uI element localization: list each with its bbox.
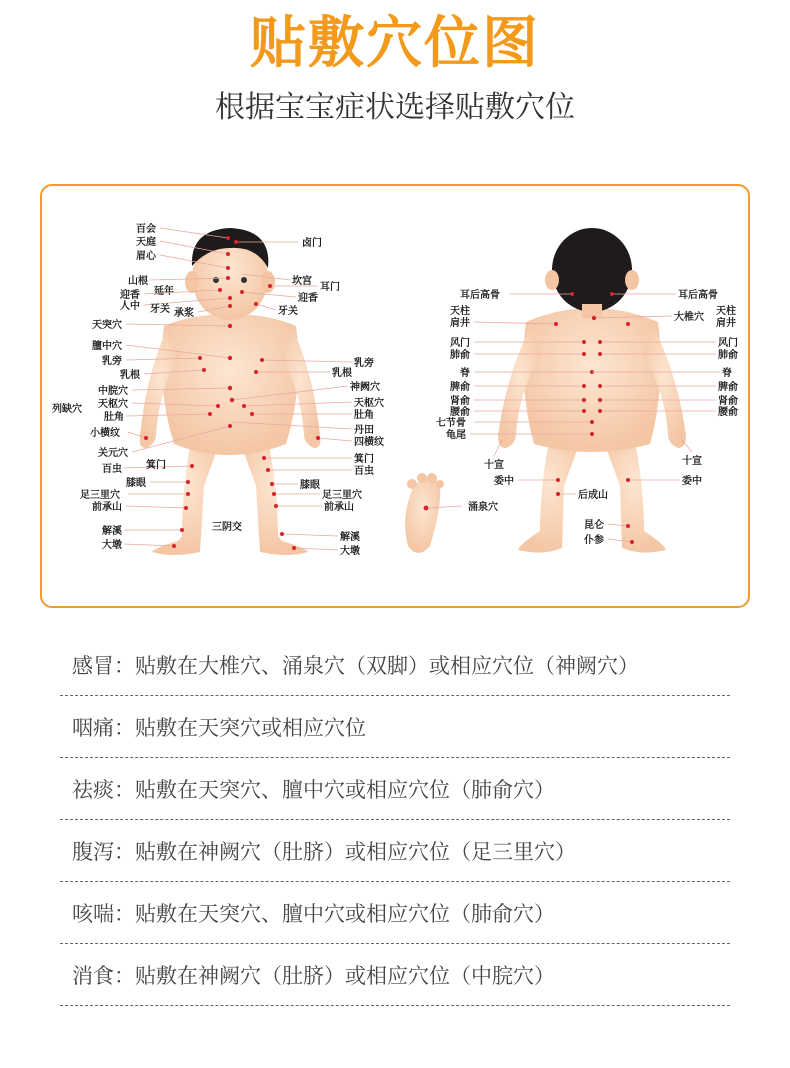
label-xinmen: 卤门 — [302, 238, 322, 249]
label-tanzhong: 膻中穴 — [92, 341, 122, 352]
label-xiaohengwen: 小横纹 — [90, 428, 120, 439]
tip-diarrhea: 腹泻：贴敷在神阙穴（肚脐）或相应穴位（足三里穴） — [60, 820, 730, 882]
label-rugen-left: 乳根 — [120, 370, 140, 381]
label-baichong-left: 百虫 — [102, 464, 122, 475]
label-ji-left: 脊 — [460, 368, 470, 379]
label-kangong: 坎宫 — [292, 276, 312, 287]
label-sanyinjiao: 三阴交 — [212, 522, 242, 533]
acupoint-chart — [40, 184, 750, 608]
label-tianting: 天庭 — [136, 237, 156, 248]
label-qijiegu: 七节骨 — [436, 418, 466, 429]
label-baichong-right: 百虫 — [354, 466, 374, 477]
label-baihui: 百会 — [136, 224, 156, 235]
label-shenshu-right: 肾俞 — [718, 396, 738, 407]
label-dadun-left: 大墩 — [102, 540, 122, 551]
label-qianchengshan-left: 前承山 — [92, 502, 122, 513]
label-kunlun: 昆仑 — [584, 520, 604, 531]
label-dujiao-left: 肚角 — [104, 412, 124, 423]
page-subtitle: 根据宝宝症状选择贴敷穴位 — [215, 90, 575, 125]
label-zusanli-right: 足三里穴 — [322, 490, 362, 501]
label-jiexi-right: 解溪 — [340, 532, 360, 543]
foot-sole-figure — [405, 473, 498, 553]
label-yaoshu-right: 腰俞 — [718, 407, 738, 418]
tip-sore-throat: 咽痛：贴敷在天突穴或相应穴位 — [60, 696, 730, 758]
label-shenshu-left: 肾俞 — [450, 396, 470, 407]
label-qianchengshan-right: 前承山 — [324, 502, 354, 513]
label-guiwei: 龟尾 — [446, 430, 466, 441]
label-fengmen-right: 风门 — [718, 338, 738, 349]
label-xiyan-left: 膝眼 — [126, 478, 146, 489]
label-shixuan-right: 十宣 — [682, 456, 702, 467]
label-yaguan-left: 牙关 — [150, 304, 170, 315]
label-pishu-right: 脾俞 — [718, 382, 738, 393]
label-guanyuan: 关元穴 — [98, 448, 128, 459]
label-feishu-left: 肺俞 — [450, 350, 470, 361]
label-lieque: 列缺穴 — [52, 404, 82, 415]
symptom-tips-list — [60, 634, 730, 1006]
tip-digestion: 消食：贴敷在神阙穴（肚脐）或相应穴位（中脘穴） — [60, 944, 730, 1006]
label-yaoshu-left: 腰俞 — [450, 407, 470, 418]
label-dujiao-right: 肚角 — [354, 410, 374, 421]
label-jimen-right: 箕门 — [354, 454, 374, 465]
label-meixin: 眉心 — [136, 251, 156, 262]
label-feishu-right: 肺俞 — [718, 350, 738, 361]
label-yingxiang-left: 迎香 — [120, 290, 140, 301]
label-chengjiang: 承浆 — [174, 308, 194, 319]
label-dazhui: 大椎穴 — [674, 312, 704, 323]
label-ergao-left: 耳后高骨 — [460, 290, 500, 301]
label-weizhong-left: 委中 — [494, 476, 514, 487]
page-title: 贴敷穴位图 — [250, 11, 540, 76]
label-ji-right: 脊 — [722, 368, 732, 379]
label-yaguan-right: 牙关 — [278, 306, 298, 317]
label-tianshu-right: 天枢穴 — [354, 398, 384, 409]
foot-label-yongquan: 涌泉穴 — [468, 502, 498, 513]
back-child-figure — [498, 228, 686, 553]
label-pucan: 仆参 — [584, 535, 604, 546]
label-yingxiang-right: 迎香 — [298, 293, 318, 304]
label-fengmen-left: 风门 — [450, 338, 470, 349]
label-yannian: 延年 — [154, 286, 174, 297]
acupoint-illustration — [42, 186, 748, 606]
label-tianzhu-left: 天柱 — [450, 306, 470, 317]
label-pishu-left: 脾俞 — [450, 382, 470, 393]
label-ermen: 耳门 — [320, 282, 340, 293]
label-dadun-right: 大墩 — [340, 546, 360, 557]
label-rugen-right: 乳根 — [332, 368, 352, 379]
label-dantian: 丹田 — [354, 425, 374, 436]
label-tianzhu-right: 天柱 — [716, 306, 736, 317]
label-shangen: 山根 — [128, 276, 148, 287]
tip-cough-asthma: 咳喘：贴敷在天突穴、膻中穴或相应穴位（肺俞穴） — [60, 882, 730, 944]
label-xiyan-right: 膝眼 — [300, 480, 320, 491]
label-rupang-left: 乳旁 — [102, 356, 122, 367]
label-jianjing-right: 肩井 — [716, 318, 736, 329]
label-shenque: 神阙穴 — [350, 382, 380, 393]
label-ergao-right: 耳后高骨 — [678, 290, 718, 301]
label-weizhong-right: 委中 — [682, 476, 702, 487]
label-zhongwan: 中脘穴 — [98, 386, 128, 397]
label-shixuan-left: 十宣 — [484, 460, 504, 471]
tip-cold: 感冒：贴敷在大椎穴、涌泉穴（双脚）或相应穴位（神阙穴） — [60, 634, 730, 696]
label-tiantu: 天突穴 — [92, 320, 122, 331]
label-renzhong: 人中 — [120, 301, 140, 312]
label-jiexi-left: 解溪 — [102, 526, 122, 537]
label-houchengshan: 后成山 — [578, 490, 608, 501]
tip-phlegm: 祛痰：贴敷在天突穴、膻中穴或相应穴位（肺俞穴） — [60, 758, 730, 820]
label-tianshu-left: 天枢穴 — [98, 399, 128, 410]
label-zusanli-left: 足三里穴 — [80, 490, 120, 501]
label-jimen-left: 箕门 — [146, 460, 166, 471]
label-rupang-right: 乳旁 — [354, 358, 374, 369]
label-sihengwen: 四横纹 — [354, 437, 384, 448]
label-jianjing-left: 肩井 — [450, 318, 470, 329]
